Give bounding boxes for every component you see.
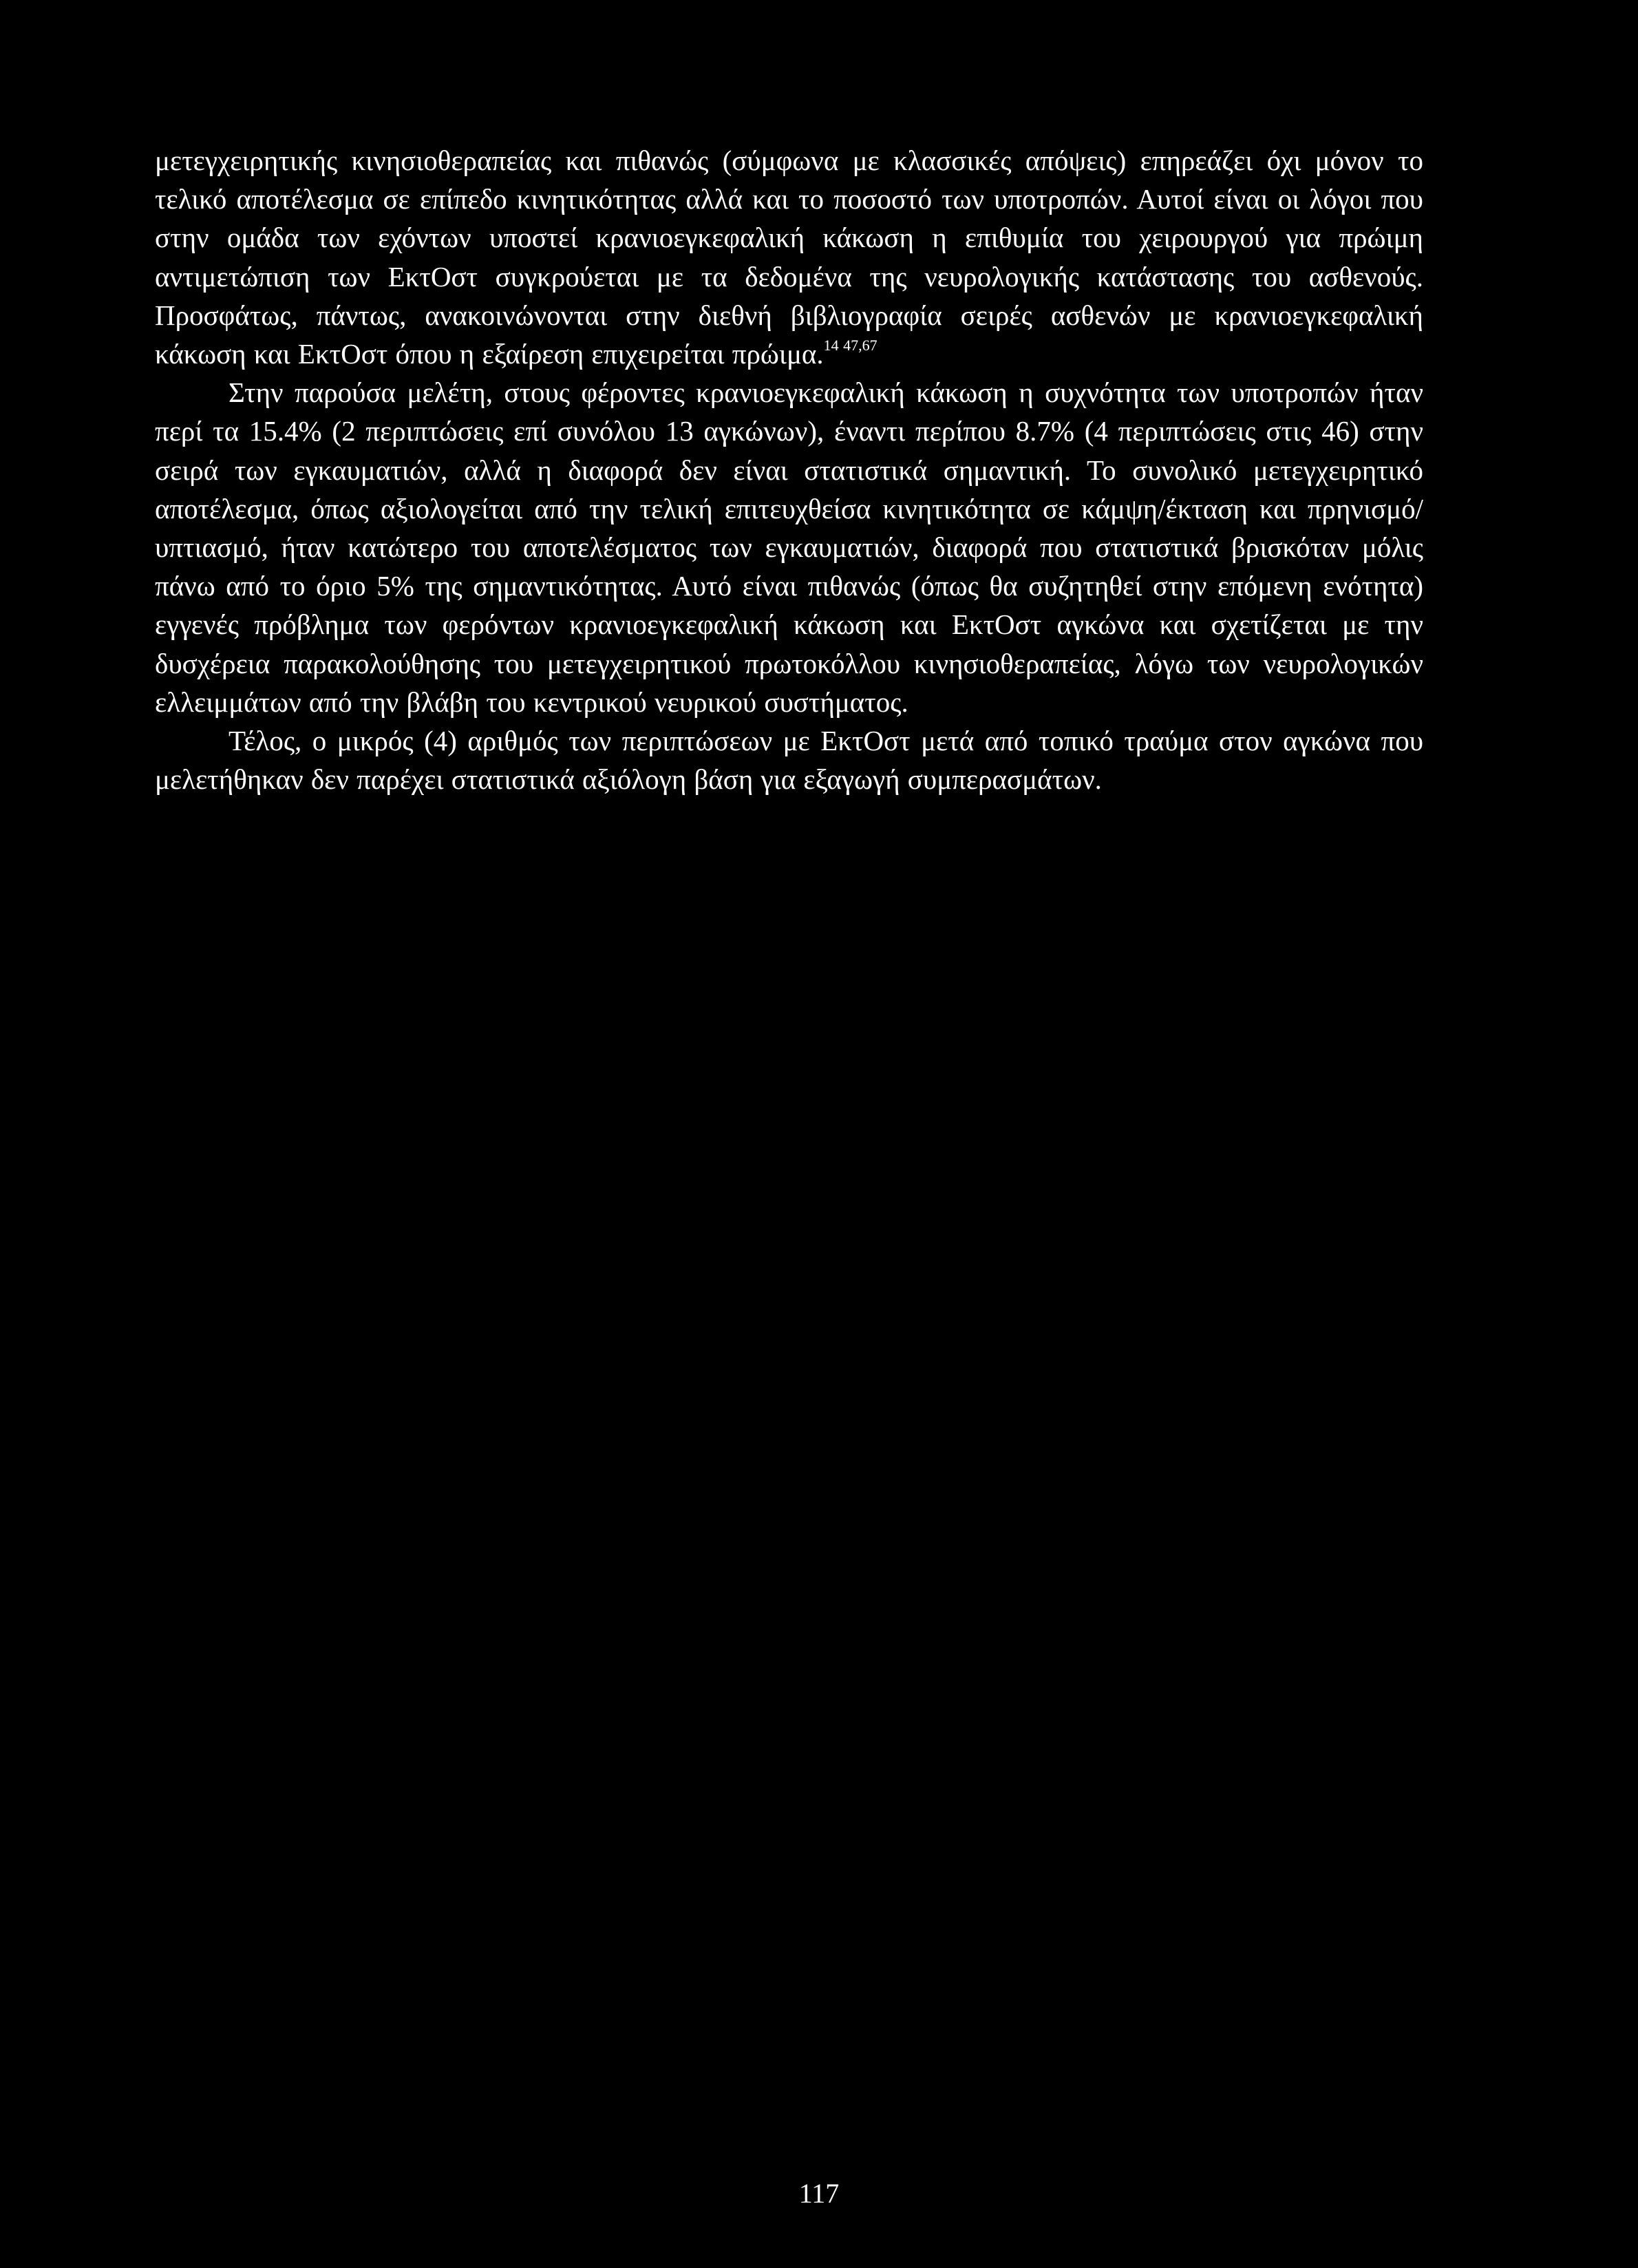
page-number: 117 <box>798 2178 840 2209</box>
page-body <box>155 141 1423 798</box>
paragraph-text: μετεγχειρητικής κινησιοθεραπείας και πιθανώς (σύμφωνα με κλασσικές απόψεις) επηρεάζει όχι μόνον το τελικό αποτέλεσμα σε επίπεδο κινητικότητας αλλά και το ποσοστό των υποτροπών. Αυτοί είναι οι λόγοι που στην ομάδα των εχόντων υποστεί κρανιοεγκεφαλική κάκωση η επιθυμία του χειρουργού για πρώιμη αντιμετώπιση των ΕκτΟστ συγκρούεται με τα δεδομένα της νευρολογικής κατάστασης του ασθενούς. Προσφάτως, πάντως, ανακοινώνονται στην διεθνή βιβλιογραφία σειρές ασθενών με κρανιοεγκεφαλική κάκωση και ΕκτΟστ όπου η εξαίρεση επιχειρείται πρώιμα. <box>155 145 1423 370</box>
citation-superscript: 14 47,67 <box>823 337 878 354</box>
paragraph-continued <box>155 141 1423 373</box>
paragraph-conclusion: Τέλος, ο μικρός (4) αριθμός των περιπτώσεων με ΕκτΟστ μετά από τοπικό τραύμα στον αγκώνα που μελετήθηκαν δεν παρέχει στατιστικά αξιόλογη βάση για εξαγωγή συμπερασμάτων. <box>155 725 1423 796</box>
paragraph-recurrence-results: Στην παρούσα μελέτη, στους φέροντες κρανιοεγκεφαλική κάκωση η συχνότητα των υποτροπών ήταν περί τα 15.4% (2 περιπτώσεις επί συνόλου 13 αγκώνων), έναντι περίπου 8.7% (4 περιπτώσεις στις 46) στην σειρά των εγκαυματιών, αλλά η διαφορά δεν είναι στατιστικά σημαντική. Το συνολικό μετεγχειρητικό αποτέλεσμα, όπως αξιολογείται από την τελική επιτευχθείσα κινητικότητα σε κάμψη/έκταση και πρηνισμό/υπτιασμό, ήταν κατώτερο του αποτελέσματος των εγκαυματιών, διαφορά που στατιστικά βρισκόταν μόλις πάνω από το όριο 5% της σημαντικότητας. Αυτό είναι πιθανώς (όπως θα συζητηθεί στην επόμενη ενότητα) εγγενές πρόβλημα των φερόντων κρανιοεγκεφαλική κάκωση και ΕκτΟστ αγκώνα και σχετίζεται με την δυσχέρεια παρακολούθησης του μετεγχειρητικού πρωτοκόλλου κινησιοθεραπείας, λόγω των νευρολογικών ελλειμμάτων από την βλάβη του κεντρικού νευρικού συστήματος. <box>155 377 1423 718</box>
